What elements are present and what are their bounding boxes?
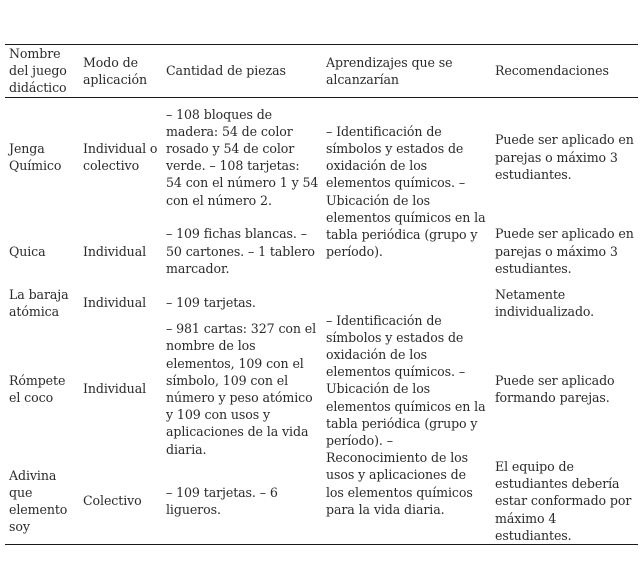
table-row <box>5 320 638 458</box>
row-recommendation: Puede ser aplicado en parejas o máximo 3 estudiantes. <box>495 226 634 276</box>
row-game-name: Adivina que elemento soy <box>9 467 68 535</box>
row-application-mode: Colectivo <box>83 493 142 509</box>
didactic-games-table <box>5 44 638 545</box>
row-game-name: La baraja atómica <box>9 286 69 319</box>
table-row <box>5 458 638 545</box>
row-piece-count: – 981 cartas: 327 con el nombre de los elementos, 109 con el símbolo, 109 con el número y peso atómico y 109 con usos y aplicaciones de la vida diaria. <box>166 321 317 457</box>
header-recommendations: Recomendaciones <box>495 63 609 79</box>
header-row <box>5 45 638 98</box>
row-recommendation: El equipo de estudiantes debería estar conformado por máximo 4 estudiantes. <box>495 459 632 543</box>
row-piece-count: – 109 tarjetas. – 6 ligueros. <box>166 484 278 518</box>
header-learning-outcomes: Aprendizajes que se alcanzarían <box>326 54 453 87</box>
row-recommendation: Netamente individualizado. <box>495 286 595 319</box>
row-piece-count: – 108 bloques de madera: 54 de color rosado y 54 de color verde. – 108 tarjetas: 54 con el número 1 y 54 con el número 2. <box>166 106 319 208</box>
header-game-name: Nombre del juego didáctico <box>9 46 67 96</box>
row-recommendation: Puede ser aplicado formando parejas. <box>495 372 615 406</box>
table-body <box>5 97 638 544</box>
table-row <box>5 217 638 286</box>
header-piece-count: Cantidad de piezas <box>166 63 286 79</box>
row-game-name: Jenga Químico <box>9 140 62 174</box>
table-header <box>5 45 638 98</box>
row-application-mode: Individual <box>83 295 147 311</box>
row-game-name: Rómpete el coco <box>9 372 66 406</box>
table-row <box>5 97 638 217</box>
row-application-mode: Individual <box>83 381 147 397</box>
learning-outcomes-group-2: – Identificación de símbolos y estados de oxidación de los elementos químicos. – Ubicación de los elementos químicos en la tabla periódica (grupo y período). – Reconocimiento de los usos y aplicaciones de los elementos químicos para la vida diaria. <box>326 312 486 517</box>
table-row <box>5 286 638 320</box>
header-application-mode: Modo de aplicación <box>83 54 147 87</box>
row-piece-count: – 109 fichas blancas. – 50 cartones. – 1 tablero marcador. <box>166 226 315 276</box>
row-application-mode: Individual o colectivo <box>83 140 158 174</box>
row-application-mode: Individual <box>83 243 147 259</box>
row-piece-count: – 109 tarjetas. <box>166 295 256 311</box>
learning-outcomes-group-1: – Identificación de símbolos y estados de oxidación de los elementos químicos. – Ubicación de los elementos químicos en la tabla periódica (grupo y período). <box>326 123 486 260</box>
row-recommendation: Puede ser aplicado en parejas o máximo 3 estudiantes. <box>495 132 634 182</box>
didactic-games-table-container <box>5 44 638 545</box>
row-game-name: Quica <box>9 243 46 259</box>
